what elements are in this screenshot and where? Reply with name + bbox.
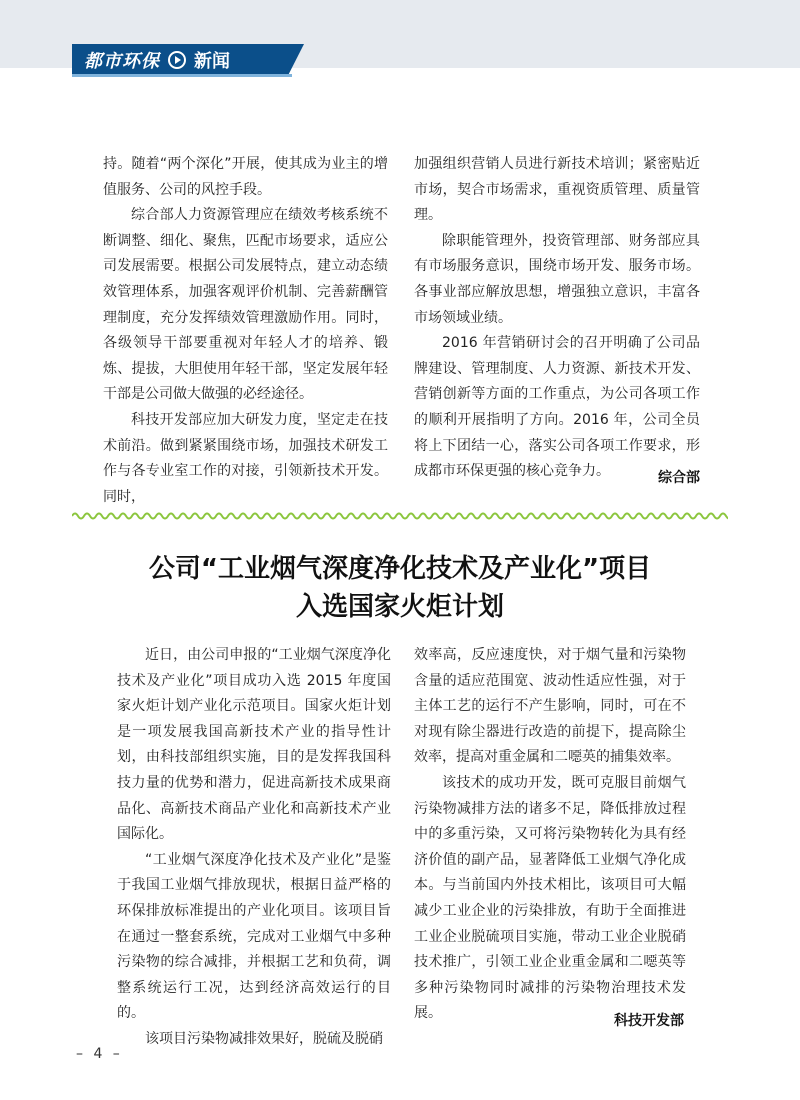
paragraph: 该项目污染物减排效果好，脱硫及脱硝 — [145, 1030, 383, 1047]
section-title: 新闻 — [194, 51, 230, 72]
article2-right-column — [414, 643, 686, 1027]
article2-signature: 科技开发部 — [614, 1013, 684, 1029]
headline-line-1: 公司“工业烟气深度净化技术及产业化”项目 — [148, 554, 652, 584]
paragraph: 除职能管理外，投资管理部、财务部应具有市场服务意识，围绕市场开发、服务市场。各事业部应解放思想，增强独立意识，丰富各市场领域业绩。 — [414, 232, 700, 326]
article1-right-column — [414, 152, 700, 485]
paragraph: 该技术的成功开发，既可克服目前烟气污染物减排方法的诸多不足，降低排放过程中的多重污染，又可将污染物转化为具有经济价值的副产品，显著降低工业烟气净化成本。与当前国内外技术相比，该项目可大幅减少工业企业的污染排放，有助于全面推进工业企业脱硫项目实施，带动工业企业脱硝技术推广，引领工业企业重金属和二噁英等多种污染物同时减排的污染物治理技术发展。 — [414, 774, 686, 1022]
paragraph: 综合部人力资源管理应在绩效考核系统不断调整、细化、聚焦，匹配市场要求，适应公司发展需要。根据公司发展特点，建立动态绩效管理体系，加强客观评价机制、完善薪酬管理制度，充分发挥绩效管理激励作用。同时，各级领导干部要重视对年轻人才的培养、锻炼、提拔，大胆使用年轻干部，坚定发展年轻干部是公司做大做强的必经途径。 — [103, 207, 388, 403]
article1-left-column — [103, 152, 388, 510]
article2-headline — [100, 550, 700, 626]
paragraph: 加强组织营销人员进行新技术培训；紧密贴近市场，契合市场需求，重视资质管理、质量管理。 — [414, 156, 700, 224]
paragraph: 2016 年营销研讨会的召开明确了公司品牌建设、管理制度、人力资源、新技术开发、营销创新等方面的工作重点，为公司各项工作的顺利开展指明了方向。2016 年，公司全员将上下团结一心，落实公司各项工作要求，形成都市环保更强的核心竞争力。 — [414, 335, 700, 480]
banner-accent-stripe — [72, 74, 292, 77]
headline-line-2: 入选国家火炬计划 — [295, 592, 504, 622]
paragraph: 持。随着“两个深化”开展，使其成为业主的增值服务、公司的风控手段。 — [103, 156, 388, 198]
article2-left-column — [117, 643, 391, 1053]
play-icon — [168, 51, 186, 69]
wavy-divider — [72, 510, 728, 522]
paragraph: “工业烟气深度净化技术及产业化”是鉴于我国工业烟气排放现状，根据日益严格的环保排放标准提出的产业化项目。该项目旨在通过一整套系统，完成对工业烟气中多种污染物的综合减排，并根据工艺和负荷，调整系统运行工况，达到经济高效运行的目的。 — [117, 851, 391, 1022]
banner-content — [84, 47, 230, 73]
article1-signature: 综合部 — [658, 470, 700, 486]
paragraph: 效率高，反应速度快，对于烟气量和污染物含量的适应范围宽、波动性适应性强，对于主体工艺的运行不产生影响，同时，可在不对现有除尘器进行改造的前提下，提高除尘效率，提高对重金属和二噁英的捕集效率。 — [414, 647, 686, 766]
page-number: – 4 – — [76, 1046, 123, 1062]
paragraph: 近日，由公司申报的“工业烟气深度净化技术及产业化”项目成功入选 2015 年度国家火炬计划产业化示范项目。国家火炬计划是一项发展我国高新技术产业的指导性计划，由科技部组织实施，目的是发挥我国科技力量的优势和潜力，促进高新技术成果商品化、高新技术商品产业化和高新技术产业国际化。 — [117, 647, 391, 843]
paragraph: 科技开发部应加大研发力度，坚定走在技术前沿。做到紧紧围绕市场，加强技术研发工作与各专业室工作的对接，引领新技术开发。同时， — [103, 411, 388, 505]
brand-logo: 都市环保 — [84, 51, 160, 72]
